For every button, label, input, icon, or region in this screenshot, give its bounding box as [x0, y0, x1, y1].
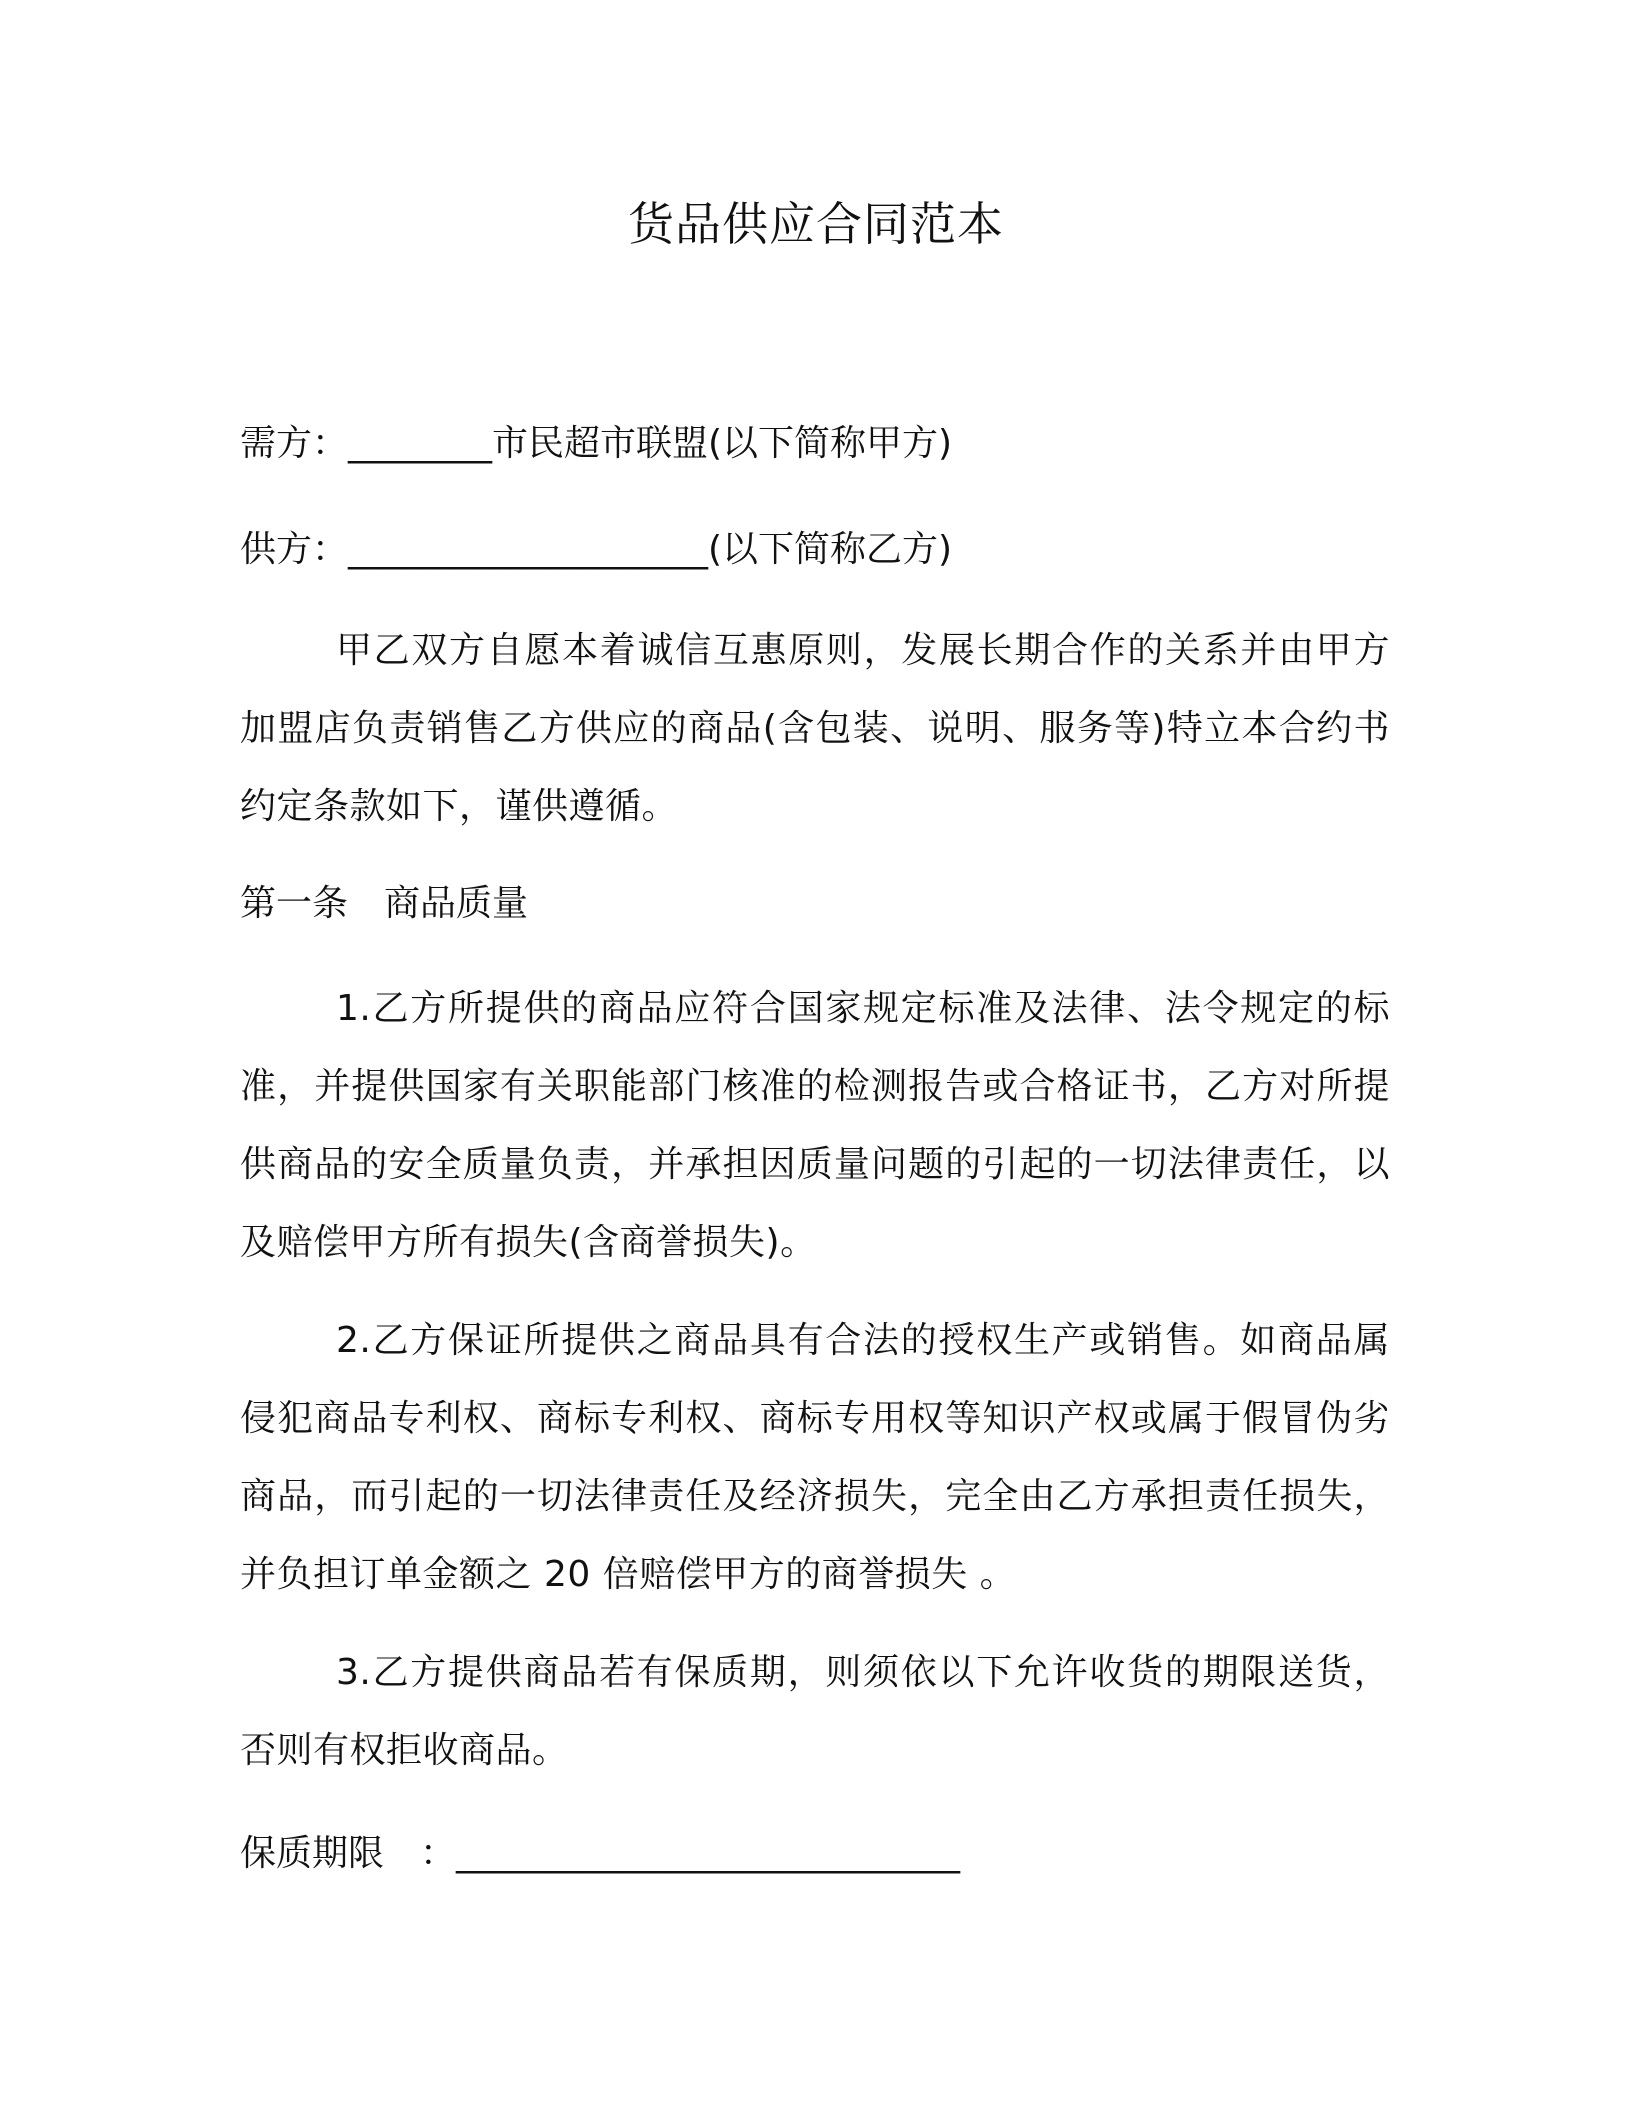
intro-paragraph: 甲乙双方自愿本着诚信互惠原则，发展长期合作的关系并由甲方加盟店负责销售乙方供应的商品(含包装、说明、服务等)特立本合约书约定条款如下，谨供遵循。: [240, 630, 1390, 827]
document-title: 货品供应合同范本: [628, 197, 1004, 251]
supplier-line: 供方：____________________(以下简称乙方): [240, 529, 953, 570]
buyer-line: 需方：________市民超市联盟(以下简称甲方): [240, 423, 953, 464]
article-1-clause-2: 2.乙方保证所提供之商品具有合法的授权生产或销售。如商品属侵犯商品专利权、商标专利权、商标专用权等知识产权或属于假冒伪劣商品，而引起的一切法律责任及经济损失，完全由乙方承担责任损失，并负担订单金额之 20 倍赔偿甲方的商誉损失 。: [240, 1320, 1390, 1595]
article-1-clause-3: 3.乙方提供商品若有保质期，则须依以下允许收货的期限送货，否则有权拒收商品。: [240, 1652, 1390, 1771]
shelf-life-line: 保质期限 ：____________________________: [240, 1833, 961, 1874]
article-1-clause-1: 1.乙方所提供的商品应符合国家规定标准及法律、法令规定的标准，并提供国家有关职能部门核准的检测报告或合格证书，乙方对所提供商品的安全质量负责，并承担因质量问题的引起的一切法律责任，以及赔偿甲方所有损失(含商誉损失)。: [240, 988, 1390, 1263]
article-1-heading: 第一条 商品质量: [240, 883, 529, 924]
